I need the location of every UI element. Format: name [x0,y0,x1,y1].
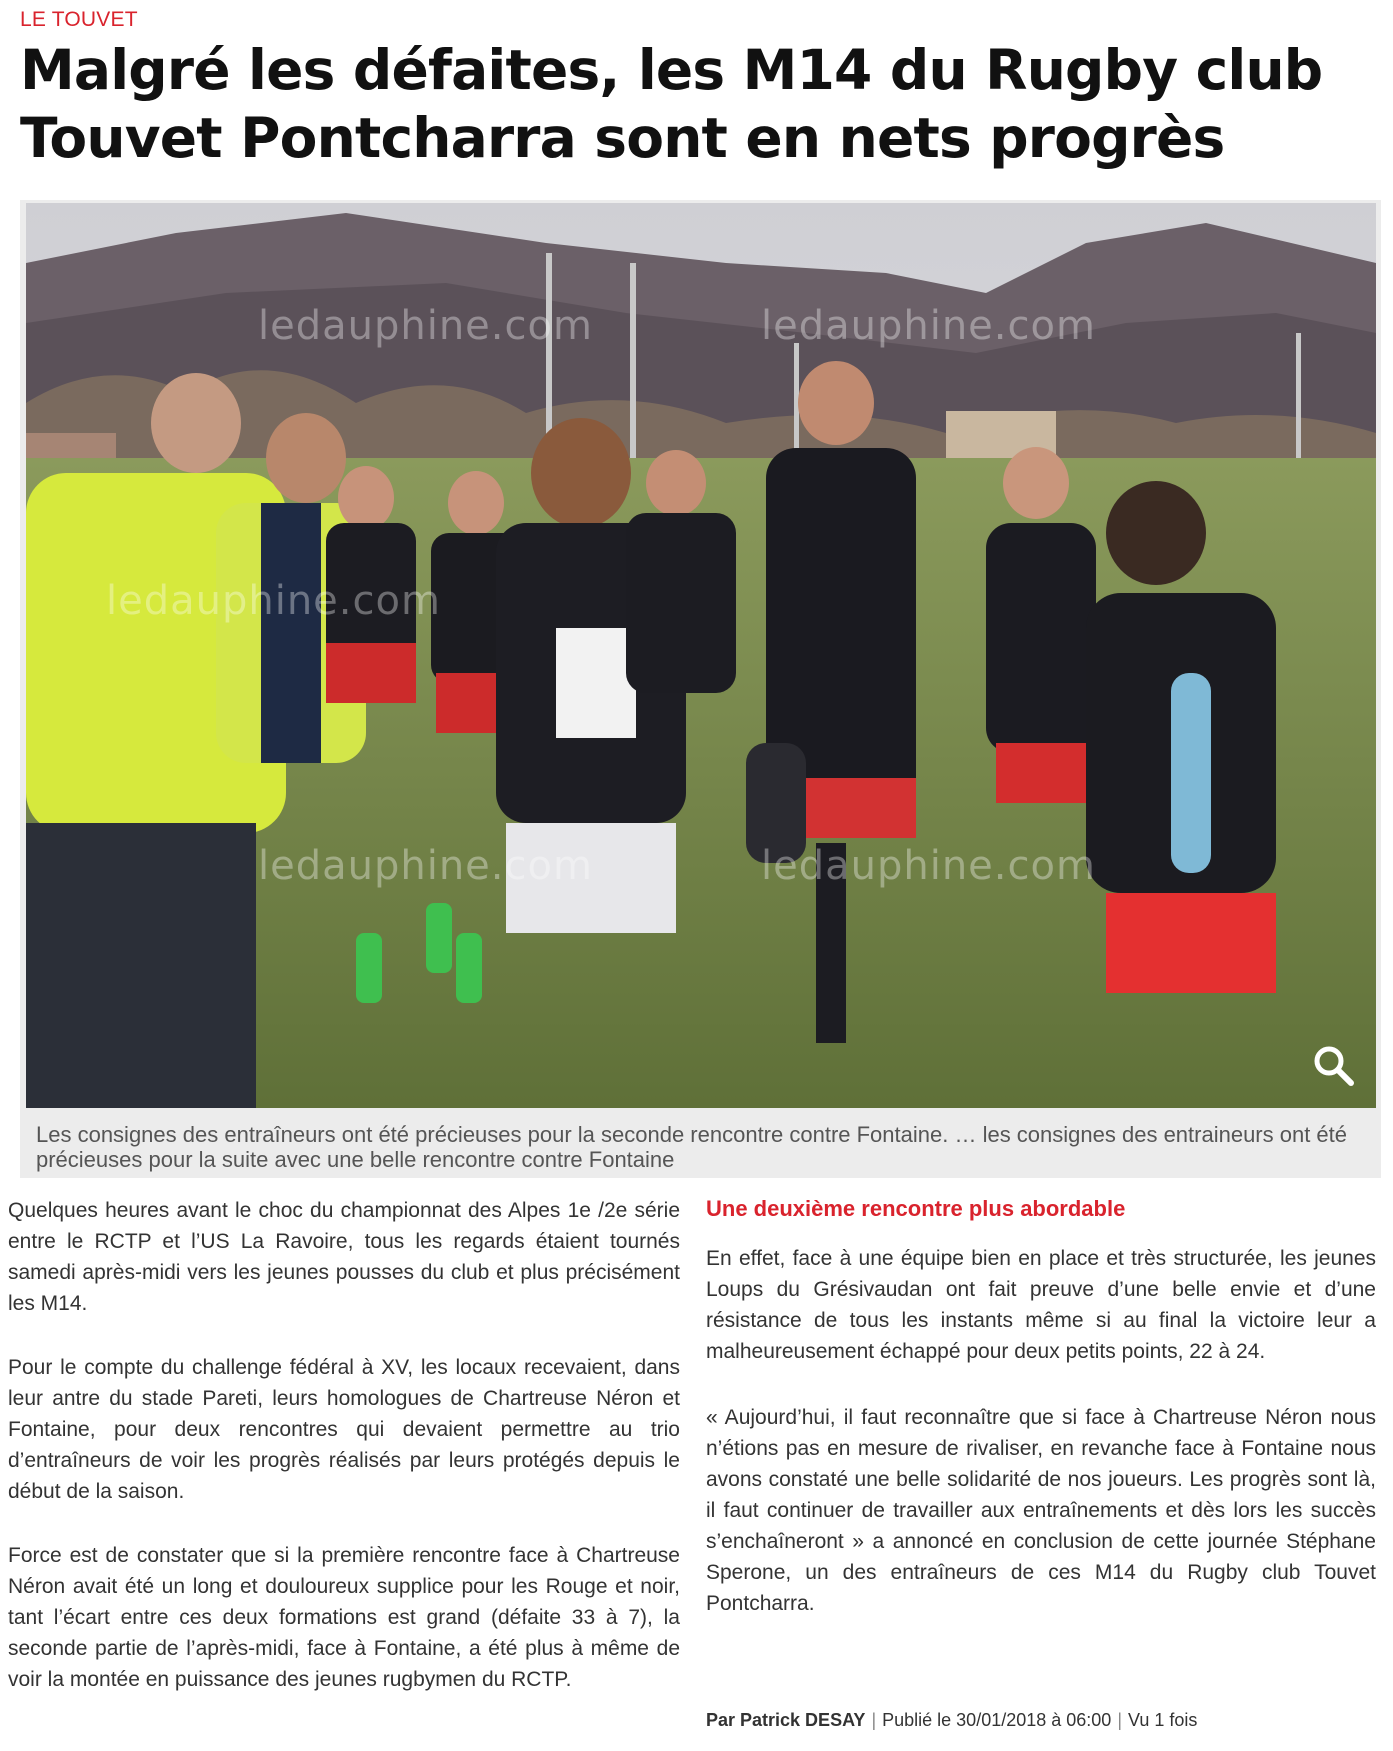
magnifier-icon [1310,1042,1356,1088]
article-body-left-column [8,1195,680,1695]
article-figure [20,200,1381,1178]
paragraph-5: « Aujourd’hui, il faut reconnaître que si face à Chartreuse Néron nous n’étions pas en mesure de rivaliser, en revanche face à Fontaine nous avons constaté une belle solidarité de nos joueurs. Les progrès sont là, il faut continuer de travailler aux entraînements et dès lors les succès s’enchaîneront » a annoncé en conclusion de cette journée Stéphane Sperone, un des entraîneurs de ces M14 du Rugby club Touvet Pontcharra. [706,1406,1376,1615]
section-subheading: Une deuxième rencontre plus abordable [706,1196,1126,1221]
photo-caption: Les consignes des entraîneurs ont été précieuses pour la seconde rencontre contre Fontaine. … les consignes des entraineurs ont été précieuses pour la suite avec une belle rencontre contre Fontaine [36,1122,1348,1172]
rugby-team-photo-illustration [26,203,1376,1108]
section-kicker[interactable]: LE TOUVET [20,8,138,31]
byline-views: Vu 1 fois [1128,1710,1198,1730]
zoom-button[interactable] [1310,1042,1356,1088]
byline-published-date: Publié le 30/01/2018 à 06:00 [882,1710,1112,1730]
watermark-bottom-left: ledauphine.com [258,843,593,889]
article-photo[interactable] [26,203,1376,1108]
article-headline: Malgré les défaites, les M14 du Rugby club Touvet Pontcharra sont en nets progrès [20,38,1323,170]
watermark-top-right: ledauphine.com [761,303,1096,349]
article-body-right-column [706,1195,1376,1619]
watermark-top-left: ledauphine.com [258,303,593,349]
watermark-middle: ledauphine.com [106,578,441,624]
article-byline: Par Patrick DESAY | Publié le 30/01/2018 à 06:00 | Vu 1 fois [706,1710,1198,1730]
watermark-bottom-right: ledauphine.com [761,843,1096,889]
byline-author: Par Patrick DESAY [706,1710,866,1730]
paragraph-3: Force est de constater que si la première rencontre face à Chartreuse Néron avait été un long et douloureux supplice pour les Rouge et noir, tant l’écart entre ces deux formations est grand (défaite 33 à 7), la seconde partie de l’après-midi, face à Fontaine, a été plus à même de voir la montée en puissance des jeunes rugbymen du RCTP. [8,1544,680,1691]
paragraph-1: Quelques heures avant le choc du championnat des Alpes 1e /2e série entre le RCTP et l’US La Ravoire, tous les regards étaient tournés samedi après-midi vers les jeunes pousses du club et plus précisément les M14. [8,1199,680,1315]
paragraph-4: En effet, face à une équipe bien en place et très structurée, les jeunes Loups du Grésivaudan ont fait preuve d’une belle envie et d’une résistance de tous les instants même si au final la victoire leur a malheureusement échappé pour deux petits points, 22 à 24. [706,1247,1376,1363]
paragraph-2: Pour le compte du challenge fédéral à XV, les locaux recevaient, dans leur antre du stade Pareti, leurs homologues de Chartreuse Néron et Fontaine, pour deux rencontres qui devaient permettre au trio d’entraîneurs de voir les progrès réalisés par leurs protégés depuis le début de la saison. [8,1356,680,1503]
